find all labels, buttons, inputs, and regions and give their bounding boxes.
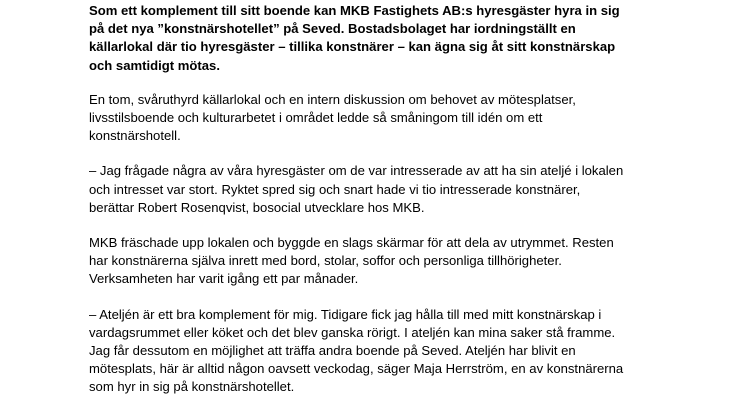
text-line: En tom, svåruthyrd källarlokal och en intern diskussion om behovet av mötesplatser,	[89, 91, 576, 107]
text-line: som hyr in sig på konstnärshotellet.	[89, 379, 295, 395]
text-line: har konstnärerna själva inrett med bord, stolar, soffor och personliga tillhörigheter.	[89, 253, 562, 269]
text-line: berättar Robert Rosenqvist, bosocial utvecklare hos MKB.	[89, 199, 425, 215]
lead-line: och samtidigt mötas.	[89, 57, 220, 73]
text-line: Jag får dessutom en möjlighet att träffa andra boende på Seved. Ateljén har blivit en	[89, 343, 576, 359]
body-paragraph-4	[89, 306, 729, 397]
text-line: konstnärshotell.	[89, 128, 181, 144]
text-line: MKB fräschade upp lokalen och byggde en slags skärmar för att dela av utrymmet. Resten	[89, 235, 614, 251]
lead-line: Som ett komplement till sitt boende kan MKB Fastighets AB:s hyresgäster hyra in sig	[89, 3, 620, 18]
text-line: vardagsrummet eller köket och det blev ganska rörigt. I ateljén kan mina saker stå framme.	[89, 324, 616, 340]
body-paragraph-3	[89, 234, 729, 289]
text-line: mötesplats, här är alltid någon oavsett veckodag, säger Maja Herrström, en av konstnärerna	[89, 361, 624, 377]
body-paragraph-1	[89, 91, 729, 146]
body-paragraph-2	[89, 162, 729, 217]
lead-line: på det nya ”konstnärshotellet” på Seved. Bostadsbolaget har iordningställt en	[89, 21, 576, 37]
document-page	[89, 0, 729, 414]
text-line: livsstilsboende och kulturarbetet i området ledde så småningom till idén om ett	[89, 110, 543, 126]
text-line: – Ateljén är ett bra komplement för mig. Tidigare fick jag hålla till med mitt konstnärskap i	[89, 306, 602, 322]
text-line: Verksamheten har varit igång ett par månader.	[89, 271, 359, 287]
lead-paragraph	[89, 0, 729, 75]
lead-line: källarlokal där tio hyresgäster – tillika konstnärer – kan ägna sig åt sitt konstnärskap	[89, 39, 616, 55]
text-line: – Jag frågade några av våra hyresgäster om de var intresserade av att ha sin ateljé i lokalen	[89, 163, 624, 179]
text-line: och intresset var stort. Ryktet spred sig och snart hade vi tio intresserade konstnärer,	[89, 181, 581, 197]
